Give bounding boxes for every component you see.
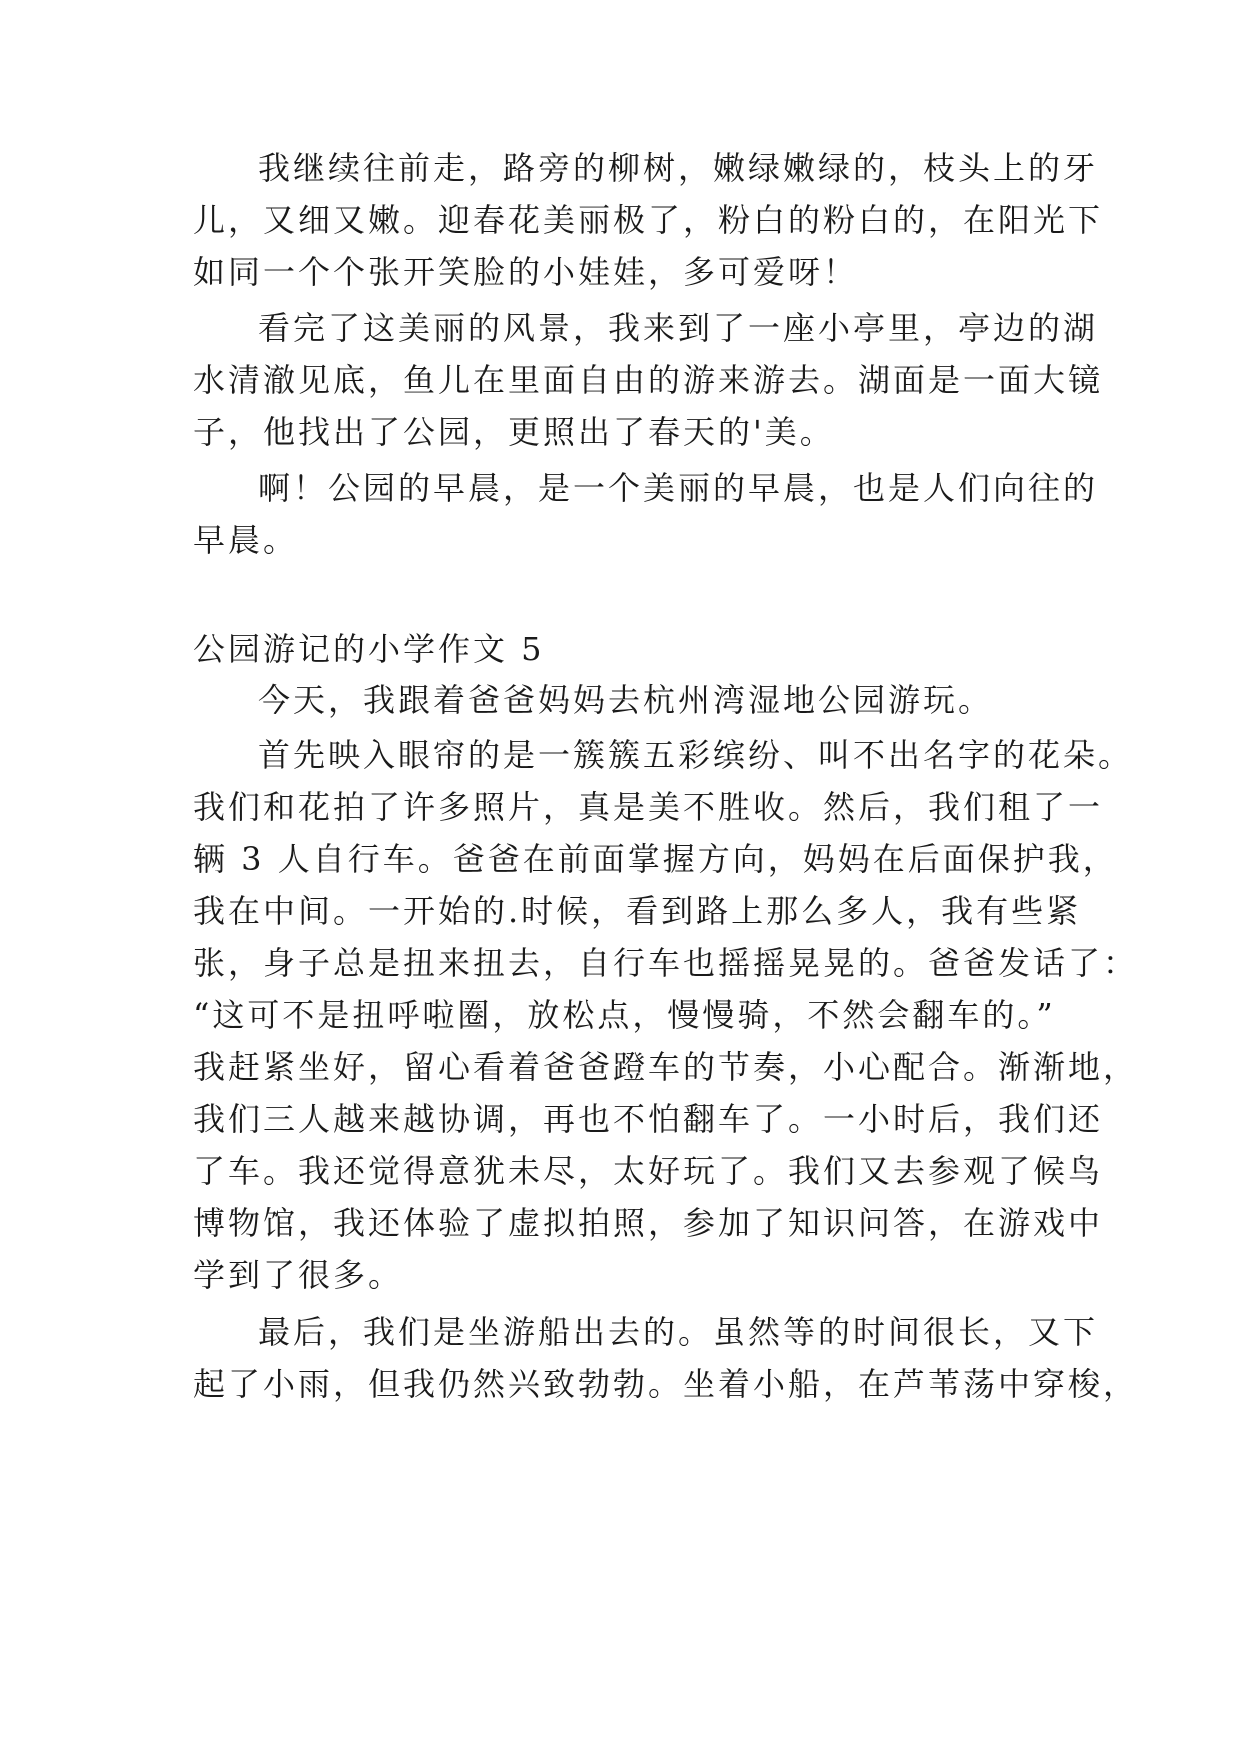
paragraph-line: 张，身子总是扭来扭去，自行车也摇摇晃晃的。爸爸发话了： [193,944,1139,982]
paragraph-line: 儿，又细又嫩。迎春花美丽极了，粉白的粉白的，在阳光下 [193,201,1104,239]
paragraph-line: “这可不是扭呼啦圈，放松点，慢慢骑，不然会翻车的。” [193,996,1056,1034]
paragraph-line: 早晨。 [193,521,299,559]
paragraph-line: 我在中间。一开始的.时候，看到路上那么多人，我有些紧 [193,892,1082,930]
paragraph-line: 啊！公园的早晨，是一个美丽的早晨，也是人们向往的 [258,469,1099,507]
paragraph-line: 最后，我们是坐游船出去的。虽然等的时间很长，又下 [258,1313,1099,1351]
paragraph-line: 看完了这美丽的风景，我来到了一座小亭里，亭边的湖 [258,309,1099,347]
section-heading: 公园游记的小学作文 5 [193,630,545,668]
paragraph-line: 如同一个个张开笑脸的小娃娃，多可爱呀！ [193,253,859,291]
paragraph-line: 首先映入眼帘的是一簇簇五彩缤纷、叫不出名字的花朵。 [258,736,1134,774]
paragraph-line: 水清澈见底，鱼儿在里面自由的游来游去。湖面是一面大镜 [193,361,1104,399]
paragraph-line: 我赶紧坐好，留心看着爸爸蹬车的节奏，小心配合。渐渐地， [193,1048,1139,1086]
paragraph-line: 我们和花拍了许多照片，真是美不胜收。然后，我们租了一 [193,788,1104,826]
paragraph-line: 学到了很多。 [193,1256,404,1294]
paragraph-line: 今天，我跟着爸爸妈妈去杭州湾湿地公园游玩。 [258,681,994,719]
paragraph-line: 起了小雨，但我仍然兴致勃勃。坐着小船，在芦苇荡中穿梭， [193,1365,1139,1403]
paragraph-line: 辆 3 人自行车。爸爸在前面掌握方向，妈妈在后面保护我， [193,840,1118,878]
paragraph-line: 我继续往前走，路旁的柳树，嫩绿嫩绿的，枝头上的牙 [258,149,1099,187]
paragraph-line: 子，他找出了公园，更照出了春天的'美。 [193,413,835,451]
paragraph-line: 我们三人越来越协调，再也不怕翻车了。一小时后，我们还 [193,1100,1104,1138]
paragraph-line: 了车。我还觉得意犹未尽，太好玩了。我们又去参观了候鸟 [193,1152,1104,1190]
paragraph-line: 博物馆，我还体验了虚拟拍照，参加了知识问答，在游戏中 [193,1204,1104,1242]
